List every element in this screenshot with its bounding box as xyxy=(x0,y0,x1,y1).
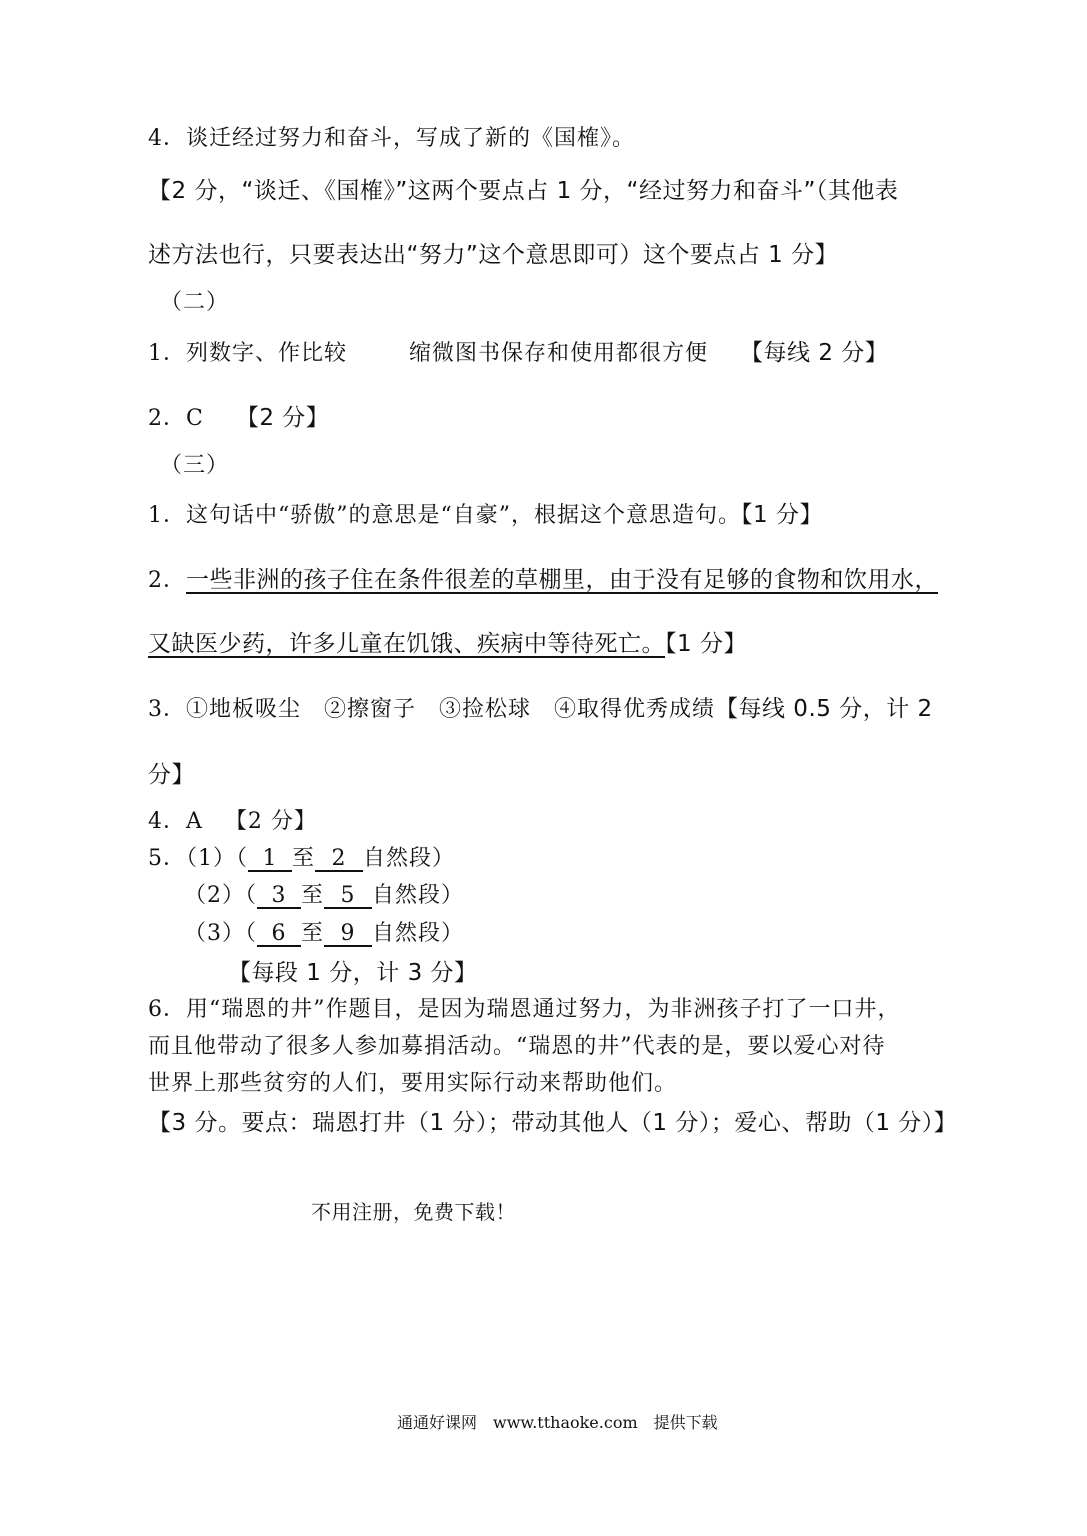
part2-q2-score: 【2 分】 xyxy=(235,405,330,431)
page-footer: 通通好课网 www.tthaoke.com 提供下载 xyxy=(397,1413,718,1432)
part3-q2-line2 xyxy=(148,625,747,658)
part3-q5-row-1 xyxy=(148,841,455,872)
part2-q1 xyxy=(148,334,888,367)
part2-q1-num: 1． xyxy=(148,341,186,366)
q5-to-word: 至 xyxy=(301,883,325,908)
part3-q2-num: 2． xyxy=(148,568,186,593)
part3-q1 xyxy=(148,496,823,529)
part2-heading: （二） xyxy=(160,290,230,315)
part3-q6-score: 【3 分。要点：瑞恩打井（1 分）；带动其他人（1 分）；爱心、帮助（1 分）】 xyxy=(148,1110,958,1136)
part3-q4-score: 【2 分】 xyxy=(224,809,317,834)
part3-q3-score: 【每线 0.5 分，计 2 xyxy=(715,696,933,722)
q5-suffix: 自然段） xyxy=(372,921,465,946)
q5-blank-from: 3 xyxy=(257,884,301,909)
q5-blank-to: 5 xyxy=(324,884,372,909)
part3-q6-line1: 6．用“瑞恩的井”作题目，是因为瑞恩通过努力，为非洲孩子打了一口井， xyxy=(148,997,901,1022)
part3-q3-answer: 3．①地板吸尘 ②擦窗子 ③捡松球 ④取得优秀成绩 xyxy=(148,697,715,722)
q5-blank-from: 1 xyxy=(248,847,292,872)
q5-row-label: （1）（ xyxy=(186,846,248,871)
part3-q5-score: 【每段 1 分，计 3 分】 xyxy=(228,960,478,986)
q5-row-label: （2）（ xyxy=(184,883,257,908)
part2-q2-answer: 2．C xyxy=(148,406,204,431)
q5-to-word: 至 xyxy=(301,921,325,946)
part1-q4-score-line2: 述方法也行，只要表达出“努力”这个意思即可）这个要点占 1 分】 xyxy=(148,242,839,268)
part2-q2 xyxy=(148,399,329,432)
part3-heading: （三） xyxy=(160,453,230,478)
part3-q6-line2: 而且他带动了很多人参加募捐活动。“瑞恩的井”代表的是，要以爱心对待 xyxy=(148,1034,886,1059)
q5-blank-to: 9 xyxy=(324,922,372,947)
part3-q2-line1 xyxy=(148,561,938,594)
part1-q4-score-line1: 【2 分，“谈迁、《国榷》”这两个要点占 1 分，“经过努力和奋斗”（其他表 xyxy=(148,178,899,204)
part3-q2-score: 【1 分】 xyxy=(665,631,747,657)
q5-suffix: 自然段） xyxy=(363,846,456,871)
q5-to-word: 至 xyxy=(292,846,316,871)
q5-suffix: 自然段） xyxy=(372,883,465,908)
part3-q1-answer: 1．这句话中“骄傲”的意思是“自豪”，根据这个意思造句。 xyxy=(148,503,741,528)
part2-q1-score: 【每线 2 分】 xyxy=(740,340,889,366)
part2-q1-blank-a: 列数字、作比较 xyxy=(186,341,348,366)
part3-q3 xyxy=(148,690,933,723)
q5-blank-to: 2 xyxy=(315,847,363,872)
part3-q3-score-cont: 分】 xyxy=(148,762,195,788)
part3-q1-score: 【1 分】 xyxy=(741,502,823,528)
part3-q5-num: 5． xyxy=(148,846,186,871)
q5-row-label: （3）（ xyxy=(184,921,257,946)
part3-q6-line3: 世界上那些贫穷的人们，要用实际行动来帮助他们。 xyxy=(148,1071,678,1096)
part3-q4-answer: 4．A xyxy=(148,809,203,834)
q5-blank-from: 6 xyxy=(257,922,301,947)
part1-q4-answer: 4．谈迁经过努力和奋斗，写成了新的《国榷》。 xyxy=(148,126,635,151)
part3-q2-answer-line1: 一些非洲的孩子住在条件很差的草棚里，由于没有足够的食物和饮用水， xyxy=(186,567,938,593)
part3-q5-row-3 xyxy=(184,916,464,947)
part2-q1-blank-b: 缩微图书保存和使用都很方便 xyxy=(409,341,709,366)
part3-q4 xyxy=(148,804,317,835)
part3-q5-row-2 xyxy=(184,878,464,909)
promo-text: 不用注册，免费下载！ xyxy=(311,1200,516,1224)
part3-q2-answer-line2: 又缺医少药，许多儿童在饥饿、疾病中等待死亡。 xyxy=(148,631,665,657)
